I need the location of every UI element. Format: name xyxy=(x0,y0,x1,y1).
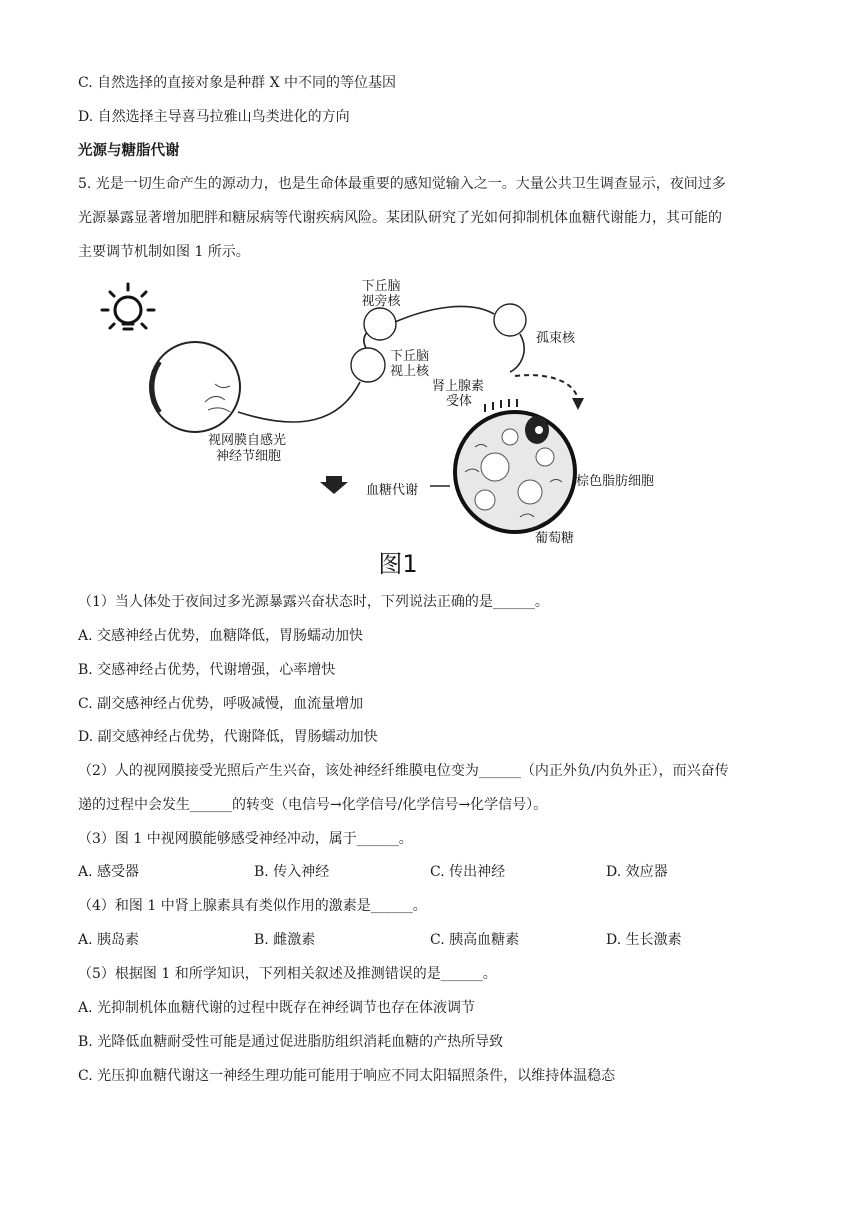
eye-retina-icon xyxy=(150,342,240,432)
label-receptor-2: 受体 xyxy=(446,394,473,409)
figure-1-diagram xyxy=(90,272,690,582)
sub3-stem: （3）图 1 中视网膜能够感受神经冲动，属于______。 xyxy=(78,831,413,847)
figure-caption: 图1 xyxy=(378,550,418,578)
sub4-option-b: B. 雌激素 xyxy=(254,932,316,948)
decrease-arrow-icon xyxy=(320,482,348,494)
sub3-option-c: C. 传出神经 xyxy=(430,864,506,880)
sub4-option-c: C. 胰高血糖素 xyxy=(430,932,520,948)
label-pvn-2: 视旁核 xyxy=(361,294,401,309)
sub3-option-a: A. 感受器 xyxy=(78,864,140,880)
label-brown-fat-cell: 棕色脂肪细胞 xyxy=(576,474,655,489)
label-pvn-1: 下丘脑 xyxy=(361,279,401,294)
sub1-option-c: C. 副交感神经占优势，呼吸减慢，血流量增加 xyxy=(78,696,364,712)
label-retina-1: 视网膜自感光 xyxy=(208,433,287,448)
sub5-option-a: A. 光抑制机体血糖代谢的过程中既存在神经调节也存在体液调节 xyxy=(78,1000,476,1016)
label-glucose-metabolism: 血糖代谢 xyxy=(366,483,419,498)
label-son-2: 视上核 xyxy=(390,364,430,379)
retina-nerve-path xyxy=(238,382,360,422)
sub1-stem: （1）当人体处于夜间过多光源暴露兴奋状态时，下列说法正确的是______。 xyxy=(78,594,549,610)
option-c-prev: C. 自然选择的直接对象是种群 X 中不同的等位基因 xyxy=(78,75,396,91)
label-nts: 孤束核 xyxy=(536,331,576,346)
sub1-option-a: A. 交感神经占优势，血糖降低，胃肠蠕动加快 xyxy=(78,628,364,644)
sub2-line-2: 递的过程中会发生______的转变（电信号→化学信号/化学信号→化学信号）。 xyxy=(78,797,548,813)
pvn-nucleus-circle xyxy=(364,308,396,340)
section-title: 光源与糖脂代谢 xyxy=(78,143,180,159)
label-glucose: 葡萄糖 xyxy=(535,531,575,546)
sub5-option-b: B. 光降低血糖耐受性可能是通过促进脂肪组织消耗血糖的产热所导致 xyxy=(78,1034,504,1050)
sub1-option-d: D. 副交感神经占优势，代谢降低，胃肠蠕动加快 xyxy=(78,729,378,745)
sub4-option-a: A. 胰岛素 xyxy=(78,932,140,948)
sub5-option-c: C. 光压抑血糖代谢这一神经生理功能可能用于响应不同太阳辐照条件，以维持体温稳态 xyxy=(78,1068,616,1084)
sub5-stem: （5）根据图 1 和所学知识，下列相关叙述及推测错误的是______。 xyxy=(78,966,497,982)
sub4-stem: （4）和图 1 中肾上腺素具有类似作用的激素是______。 xyxy=(78,898,427,914)
label-retina-2: 神经节细胞 xyxy=(216,449,282,464)
dashed-arrow xyxy=(515,375,578,400)
q5-intro-line-3: 主要调节机制如图 1 所示。 xyxy=(78,244,250,260)
light-bulb-icon xyxy=(102,284,154,336)
label-son-1: 下丘脑 xyxy=(390,349,430,364)
q5-intro-line-2: 光源暴露显著增加肥胖和糖尿病等代谢疾病风险。某团队研究了光如何抑制机体血糖代谢能力，其可能的 xyxy=(78,210,722,226)
sub3-option-b: B. 传入神经 xyxy=(254,864,330,880)
brown-fat-cell-icon xyxy=(455,399,575,532)
option-d-prev: D. 自然选择主导喜马拉雅山鸟类进化的方向 xyxy=(78,109,350,125)
sub4-option-d: D. 生长激素 xyxy=(606,932,682,948)
sub3-option-d: D. 效应器 xyxy=(606,864,668,880)
label-receptor-1: 肾上腺素 xyxy=(432,379,485,394)
son-nucleus-circle xyxy=(351,348,385,382)
sub2-line-1: （2）人的视网膜接受光照后产生兴奋，该处神经纤维膜电位变为______（内正外负/内负外正），而兴奋传 xyxy=(78,763,729,779)
q5-intro-line-1: 5. 光是一切生命产生的源动力，也是生命体最重要的感知觉输入之一。大量公共卫生调查显示，夜间过多 xyxy=(78,176,726,192)
sub1-option-b: B. 交感神经占优势，代谢增强，心率增快 xyxy=(78,662,336,678)
nts-nucleus-circle xyxy=(494,304,526,336)
